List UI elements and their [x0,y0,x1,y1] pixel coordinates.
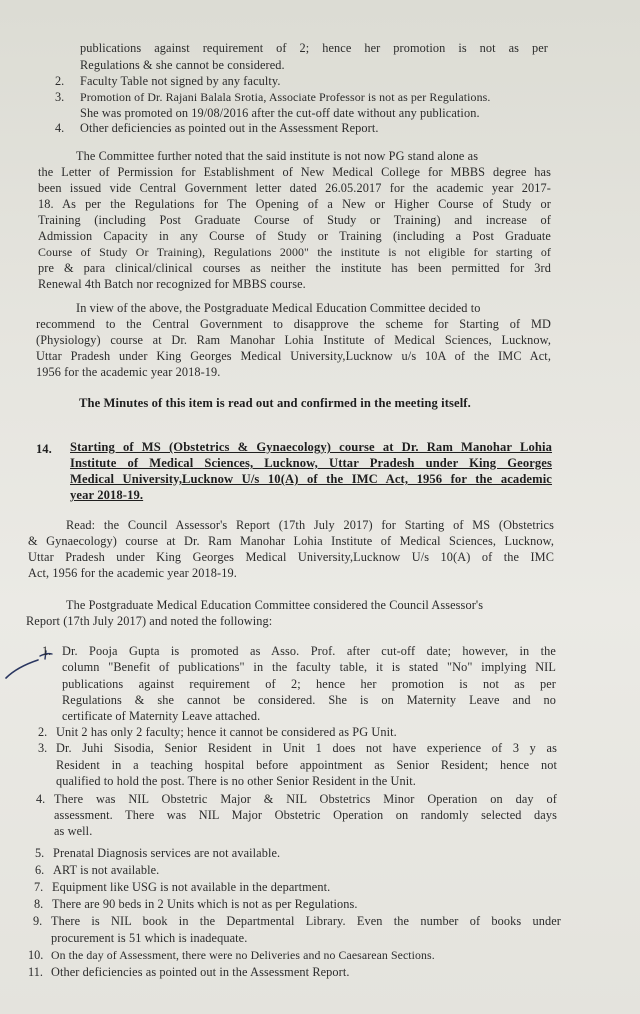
view-para-line: recommend to the Central Government to disapprove the scheme for Starting of MD [36,317,551,331]
finding-line: publications against requirement of 2; hence her promotion is not as per [62,677,556,691]
item-14-title-line: year 2018-19. [70,488,144,502]
read-para-line: Uttar Pradesh under King Georges Medical University,Lucknow U/s 10(A) of the IMC [28,550,554,564]
view-para-line: In view of the above, the Postgraduate Medical Education Committee decided to [76,301,481,315]
finding-number: 4. [36,792,46,806]
item1-continued-line-2: Regulations & she cannot be considered. [80,58,285,72]
finding-line: Prenatal Diagnosis services are not available. [53,846,281,860]
finding-line: Regulations & she cannot be considered. She is on Maternity Leave and no [62,693,556,707]
finding-number: 1. [42,644,52,658]
pg-para-line: Report (17th July 2017) and noted the following: [26,614,273,628]
finding-line: qualified to hold the post. There is no other Senior Resident in the Unit. [56,774,416,788]
item-14-title-line: Medical University,Lucknow U/s 10(A) of the IMC Act, 1956 for the academic [70,472,552,486]
view-para-line: 1956 for the academic year 2018-19. [36,365,221,379]
finding-line: column "Benefit of publications" in the faculty table, it is stated "No" implying NIL [62,660,556,674]
committee-para-line: Admission Capacity in any Course of Study or Training (including a Post Graduate [38,229,551,243]
committee-para-line: The Committee further noted that the said institute is not now PG stand alone as [76,149,479,163]
finding-line: as well. [54,824,93,838]
finding-line: There is NIL book in the Departmental Library. Even the number of books under [51,914,561,928]
item-text: Faculty Table not signed by any faculty. [80,74,281,88]
finding-line: Resident in a teaching hospital before appointment as Senior Resident; hence not [56,758,557,772]
finding-line: procurement is 51 which is inadequate. [51,931,248,945]
read-para-line: Read: the Council Assessor's Report (17th July 2017) for Starting of MS (Obstetrics [66,518,554,532]
finding-line: certificate of Maternity Leave attached. [62,709,261,723]
finding-number: 7. [34,880,44,894]
committee-para-line: been issued vide Central Government letter dated 26.05.2017 for the academic year 2017- [38,181,551,195]
item-number: 4. [55,121,65,135]
committee-para-line: the Letter of Permission for Establishment of New Medical College for MBBS degree has [38,165,551,179]
committee-para-line: pre & para clinical/clinical courses as neither the institute has been permitted for 3rd [38,261,551,275]
finding-line: There are 90 beds in 2 Units which is not as per Regulations. [52,897,358,911]
item-text: Other deficiencies as pointed out in the Assessment Report. [80,121,379,135]
finding-number: 5. [35,846,45,860]
item-number: 2. [55,74,65,88]
finding-number: 10. [28,948,44,962]
view-para-line: Uttar Pradesh under King Georges Medical University,Lucknow u/s 10A of the IMC Act, [36,349,551,363]
item-text: She was promoted on 19/08/2016 after the cut-off date without any publication. [80,106,480,120]
finding-number: 11. [28,965,43,979]
committee-para-line: Course of Study Or Training), Regulations 2000" the institute is not eligible for starting of [38,245,551,259]
minutes-line: The Minutes of this item is read out and confirmed in the meeting itself. [79,396,471,410]
finding-line: assessment. There was NIL Major Obstetric Operation on randomly selected days [54,808,557,822]
committee-para-line: Renewal 4th Batch nor recognized for MBBS course. [38,277,306,291]
view-para-line: (Physiology) course at Dr. Ram Manohar Lohia Institute of Medical Sciences, Lucknow, [36,333,551,347]
finding-line: Unit 2 has only 2 faculty; hence it cannot be considered as PG Unit. [56,725,397,739]
item-text: Promotion of Dr. Rajani Balala Srotia, Associate Professor is not as per Regulations. [80,90,491,104]
finding-number: 2. [38,725,48,739]
finding-line: On the day of Assessment, there were no Deliveries and no Caesarean Sections. [51,948,435,962]
item-number: 3. [55,90,65,104]
finding-line: Other deficiencies as pointed out in the Assessment Report. [51,965,350,979]
pg-para-line: The Postgraduate Medical Education Committee considered the Council Assessor's [66,598,484,612]
finding-number: 6. [35,863,45,877]
committee-para-line: Training (including Post Graduate Course of Study or Training) and increase of [38,213,551,227]
item-14-number: 14. [36,442,52,456]
item-14-title-line: Institute of Medical Sciences, Lucknow, Uttar Pradesh under King Georges [70,456,552,470]
finding-line: Equipment like USG is not available in the department. [52,880,331,894]
item1-continued-line-1: publications against requirement of 2; hence her promotion is not as per [80,41,548,55]
item-14-title-line: Starting of MS (Obstetrics & Gynaecology) course at Dr. Ram Manohar Lohia [70,440,552,454]
read-para-line: Act, 1956 for the academic year 2018-19. [28,566,237,580]
committee-para-line: 18. As per the Regulations for The Opening of a New or Higher Course of Study or [38,197,551,211]
finding-line: There was NIL Obstetric Major & NIL Obstetrics Minor Operation on day of [54,792,557,806]
finding-line: Dr. Juhi Sisodia, Senior Resident in Unit 1 does not have experience of 3 y as [56,741,557,755]
finding-number: 3. [38,741,48,755]
finding-line: Dr. Pooja Gupta is promoted as Asso. Prof. after cut-off date; however, in the [62,644,556,658]
finding-number: 9. [33,914,43,928]
finding-number: 8. [34,897,44,911]
read-para-line: & Gynaecology) course at Dr. Ram Manohar Lohia Institute of Medical Sciences, Lucknow, [28,534,554,548]
finding-line: ART is not available. [53,863,160,877]
